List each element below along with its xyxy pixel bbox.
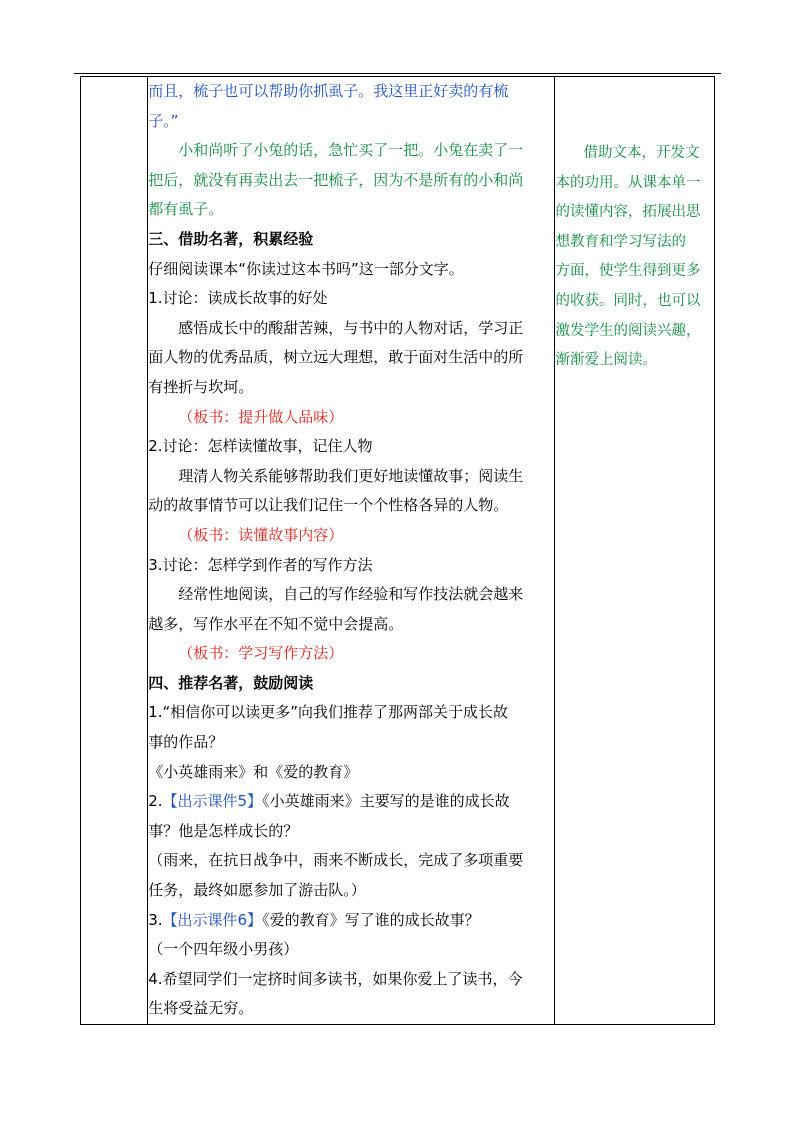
courseware-tag: 【出示课件6】 <box>162 910 263 929</box>
comment-line: 渐渐爱上阅读。 <box>555 352 657 369</box>
text-line: 都有虱子。 <box>148 200 224 219</box>
item-number: 2. <box>148 792 163 811</box>
lesson-plan-table <box>80 76 715 1025</box>
teaching-content-cell <box>148 77 555 1025</box>
item-text: 《小英雄雨来》主要写的是谁的成长故 <box>262 792 510 811</box>
comment-line: 本的功用。从课本单一 <box>555 174 701 191</box>
text-line: 有挫折与坎坷。 <box>148 377 254 396</box>
text-line: 子。” <box>148 111 179 130</box>
text-line: 生将受益无穷。 <box>148 999 254 1018</box>
discussion-item: 2.讨论：怎样读懂故事，记住人物 <box>148 437 373 456</box>
comment-line: 想教育和学习写法的 <box>555 233 686 250</box>
comment-line: 激发学生的阅读兴趣， <box>555 322 701 339</box>
section-heading: 四、推荐名著，鼓励阅读 <box>148 673 314 692</box>
text-line: 事？他是怎样成长的？ <box>148 821 299 840</box>
discussion-item: 3.讨论：怎样学到作者的写作方法 <box>148 555 373 574</box>
item-text: 《爱的教育》写了谁的成长故事？ <box>262 910 480 929</box>
text-line: 面人物的优秀品质，树立远大理想，敢于面对生活中的所 <box>148 348 524 367</box>
text-line <box>148 787 554 817</box>
text-line: 仔细阅读课本“你读过这本书吗”这一部分文字。 <box>148 259 464 278</box>
comment-line: 的读懂内容，拓展出思 <box>555 204 701 221</box>
text-line: 事的作品？ <box>148 733 224 752</box>
text-line: 动的故事情节可以让我们记住一个个性格各异的人物。 <box>148 496 509 515</box>
courseware-tag: 【出示课件5】 <box>162 792 263 811</box>
text-line: 感悟成长中的酸甜苦辣，与书中的人物对话，学习正 <box>178 318 524 337</box>
empty-left-column <box>81 77 148 1025</box>
text-line: 1.“相信你可以读更多”向我们推荐了那两部关于成长故 <box>148 703 509 722</box>
board-note: （板书：提升做人品味） <box>178 407 344 426</box>
text-line: 而且，梳子也可以帮助你抓虱子。我这里正好卖的有梳 <box>148 82 509 100</box>
board-note: （板书：读懂故事内容） <box>178 525 344 544</box>
text-line: （雨来，在抗日战争中，雨来不断成长，完成了多项重要 <box>148 851 524 870</box>
text-line: 越多，写作水平在不知不觉中会提高。 <box>148 614 404 633</box>
table-row <box>81 77 715 1025</box>
comment-line: 借助文本，开发文 <box>583 145 700 161</box>
design-intent-cell <box>555 77 715 1025</box>
text-line <box>148 906 554 936</box>
header-rule <box>74 73 721 74</box>
text-line: 经常性地阅读，自己的写作经验和写作技法就会越来 <box>178 585 524 604</box>
item-number: 3. <box>148 910 163 929</box>
text-line: 小和尚听了小兔的话，急忙买了一把。小兔在卖了一 <box>178 141 524 160</box>
text-line: 理清人物关系能够帮助我们更好地读懂故事；阅读生 <box>178 466 524 485</box>
comment-line: 的收获。同时，也可以 <box>555 292 701 309</box>
text-line: 任务，最终如愿参加了游击队。） <box>148 881 366 900</box>
board-note: （板书：学习写作方法） <box>178 644 344 663</box>
text-line: （一个四年级小男孩） <box>148 940 299 959</box>
section-heading: 三、借助名著，积累经验 <box>148 229 314 248</box>
design-intent-text <box>555 139 714 376</box>
text-line: 4.希望同学们一定挤时间多读书，如果你爱上了读书，今 <box>148 969 523 988</box>
text-line: 《小英雄雨来》和《爱的教育》 <box>148 762 359 781</box>
comment-line: 方面，使学生得到更多 <box>555 263 701 280</box>
discussion-item: 1.讨论：读成长故事的好处 <box>148 289 328 308</box>
text-line: 把后，就没有再卖出去一把梳子，因为不是所有的小和尚 <box>148 170 524 189</box>
